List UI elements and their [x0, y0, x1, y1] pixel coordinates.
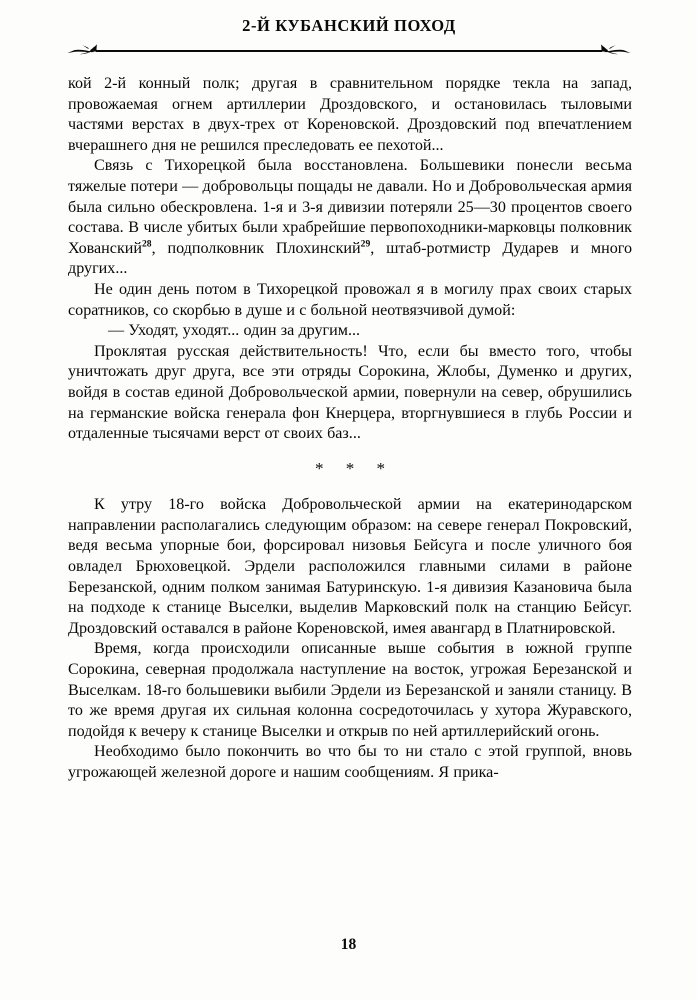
- paragraph: Время, когда происходили описанные выше события в южной группе Сорокина, северная продолжала наступление на восток, угрожая Березанской и Выселкам. 18-го большевики выбили Эрдели из Березанской и заняли станицу. В то же время другая их сильная колонна сосредоточилась у хутора Журавского, подойдя к вечеру к станице Выселки и открыв по ней артиллерийский огонь.: [68, 640, 632, 740]
- header-horizontal-rule: [96, 50, 602, 52]
- paragraph-continued: кой 2-й конный полк; другая в сравнительном порядке текла на запад, провожаемая огнем артиллерии Дроздовского, и остановилась тыловыми частями верстах в двух-трех от Кореновской. Дроздовский под впечатлением вчерашнего дня не решился преследовать ее пехотой...: [68, 75, 632, 154]
- page-number: 18: [340, 936, 357, 953]
- running-header: [66, 16, 632, 60]
- paragraph-dialogue-line: — Уходят, уходят... один за другим...: [108, 322, 361, 340]
- paragraph: Необходимо было покончить во что бы то ни стало с этой группой, вновь угрожающей железной дороге и нашим сообщениям. Я прика-: [68, 743, 632, 781]
- paragraph-text-segment-1: Связь с Тихорецкой была восстановлена. Большевики понесли весьма тяжелые потери — добровольцы пощады не давали. Но и Добровольческая армия была сильно обескровлена. 1-я и 3-я дивизии потеряли 25—30 процентов своего состава. В числе убитых были храбрейшие первопоходники-марковцы полковник Хованский: [68, 157, 632, 257]
- paragraph: Проклятая русская действительность! Что, если бы вместо того, чтобы уничтожать друг друга, все эти отряды Сорокина, Жлобы, Думенко и других, войдя в состав единой Добровольческой армии, повернули на север, обрушились на германские войска генерала фон Кнерцера, вторгнувшиеся в глубь России и отдаленные тысячами верст от своих баз...: [68, 342, 632, 443]
- footnote-marker-28[interactable]: 28: [142, 238, 152, 250]
- paragraph-text-segment-2: , подполковник Плохинский: [151, 239, 361, 257]
- paragraph-with-footnotes: [68, 156, 632, 280]
- right-flourish-ornament-icon: [598, 44, 632, 58]
- left-flourish-ornament-icon: [66, 44, 100, 58]
- body-text-column: [68, 74, 632, 784]
- asterisk-section-separator: * * *: [315, 458, 394, 478]
- header-rule: [66, 44, 632, 58]
- paragraph-text-segment-3: , штаб-ротмистр Дударев и много других...: [68, 239, 632, 278]
- paragraph: К утру 18-го войска Добровольческой армии на екатеринодарском направлении располагались следующим образом: на севере генерал Покровский, ведя весьма упорные бои, форсировал низовья Бейсуга и после уличного боя овладел Брюховецкой. Эрдели расположился главными силами в районе Березанской, одним полком занимая Батуринскую. 1-я дивизия Казановича была на подходе к станице Выселки, выделив Марковский полк на станцию Бейсуг. Дроздовский оставался в районе Кореновской, имея авангард в Платнировской.: [68, 496, 632, 637]
- paragraph: Не один день потом в Тихорецкой провожал я в могилу прах своих старых соратников, со скорбью в душе и с больной неотвязчивой думой:: [68, 280, 632, 319]
- footnote-marker-29[interactable]: 29: [360, 238, 371, 250]
- page-title: 2-Й КУБАНСКИЙ ПОХОД: [242, 16, 456, 35]
